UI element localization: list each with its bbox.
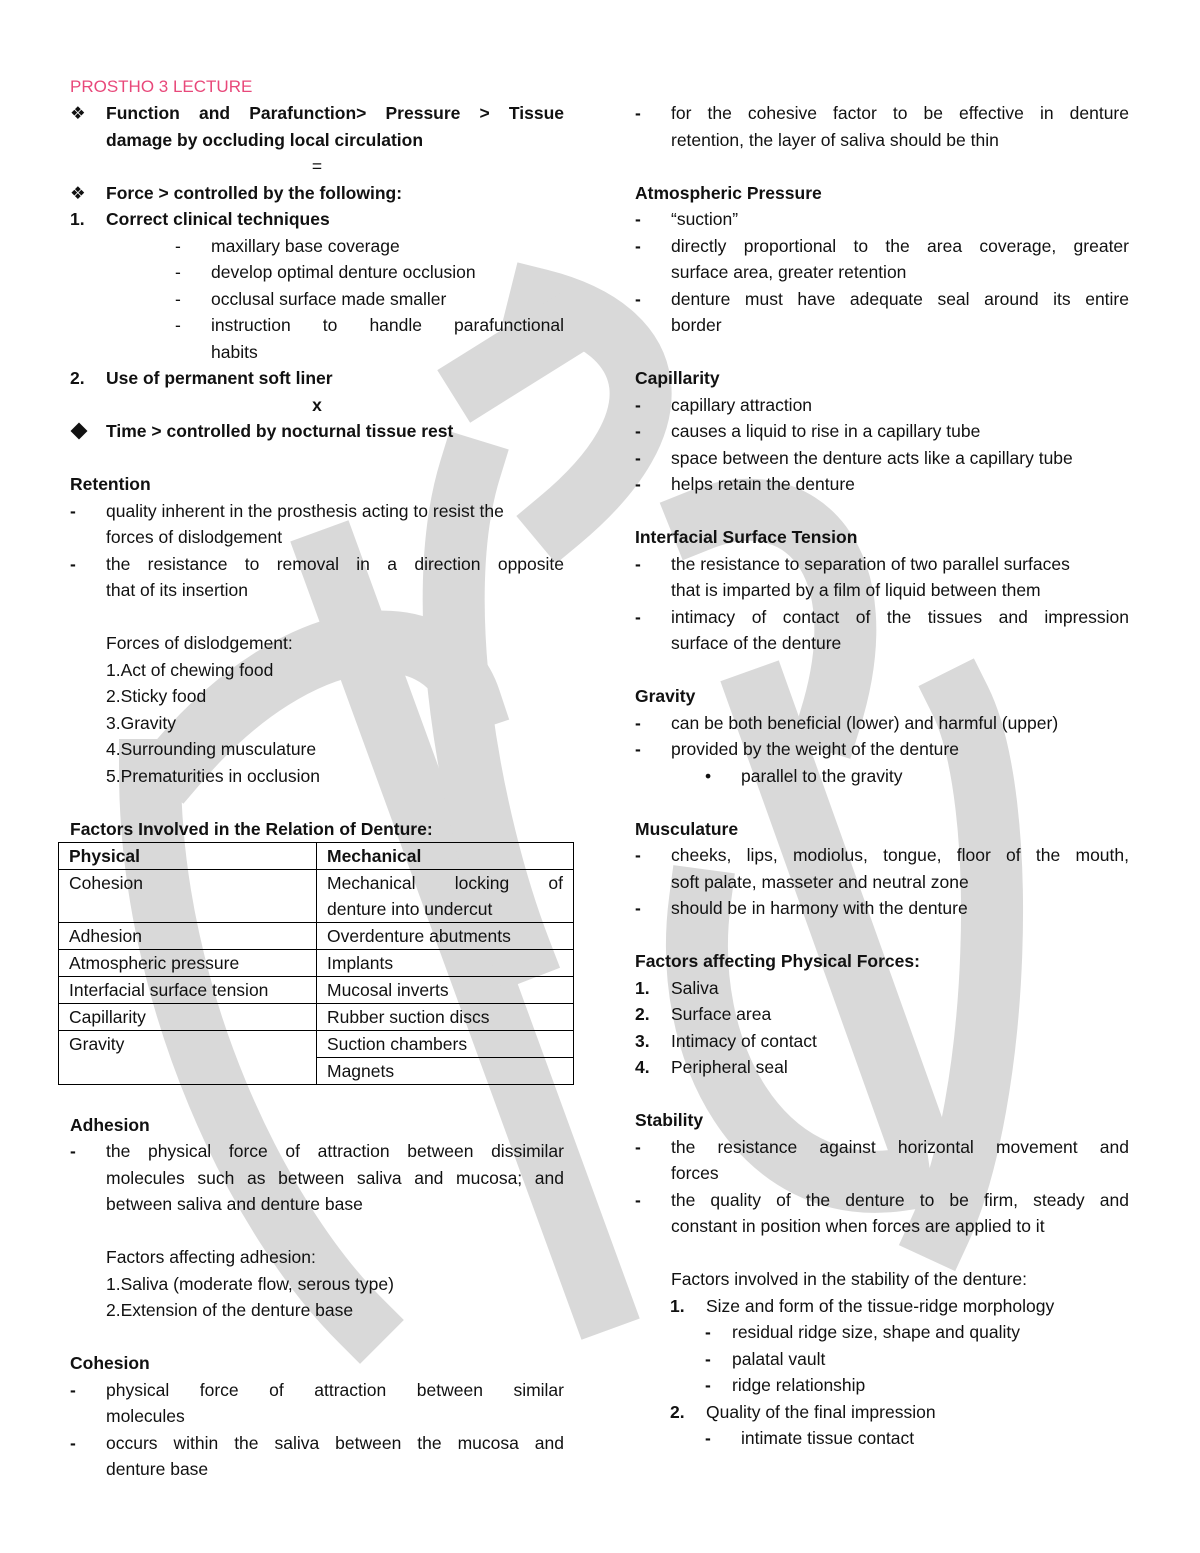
list-item: - maxillary base coverage xyxy=(175,235,400,256)
table-header-row: Physical Mechanical xyxy=(59,843,574,870)
list-item: 3. Intimacy of contact xyxy=(635,1030,817,1051)
surface-tension-heading: Interfacial Surface Tension xyxy=(635,527,858,547)
table-row: Atmospheric pressure Implants xyxy=(59,950,574,977)
table-row: Cohesion Mechanical locking of denture into undercut xyxy=(59,870,574,923)
table-row: Capillarity Rubber suction discs xyxy=(59,1004,574,1031)
list-item: - intimacy of contact of the tissues and impression surface of the denture xyxy=(635,606,1129,653)
list-item: - occlusal surface made smaller xyxy=(175,288,447,309)
intro-item-force: ❖ Force > controlled by the following: xyxy=(70,180,564,207)
diamond-bullet-icon: ❖ xyxy=(70,103,86,123)
list-item: - develop optimal denture occlusion xyxy=(175,262,476,282)
table-heading: Factors Involved in the Relation of Denture: xyxy=(70,818,433,839)
retention-heading: Retention xyxy=(70,474,151,494)
list-item: • parallel to the gravity xyxy=(705,765,903,786)
adhesion-heading: Adhesion xyxy=(70,1114,150,1135)
page-title: PROSTHO 3 LECTURE xyxy=(70,77,253,96)
list-item: - provided by the weight of the denture xyxy=(635,739,959,759)
list-item: 1.Act of chewing food xyxy=(106,659,274,680)
intro-item-function: ❖ Function and Parafunction> Pressure > Tissue damage by occluding local circulation xyxy=(70,100,564,153)
list-item: 2.Sticky food xyxy=(106,686,207,706)
list-item: - space between the denture acts like a capillary tube xyxy=(635,447,1073,468)
table-row: Magnets xyxy=(59,1058,574,1085)
list-item: 2. Surface area xyxy=(635,1004,772,1024)
list-item: - intimate tissue contact xyxy=(705,1428,915,1448)
table-row: Adhesion Overdenture abutments xyxy=(59,923,574,950)
list-item: 1. Size and form of the tissue-ridge morphology xyxy=(670,1295,1055,1316)
intro-item-time: Time > controlled by nocturnal tissue rest xyxy=(70,418,564,445)
list-item: - occurs within the saliva between the mucosa and denture base xyxy=(70,1432,564,1479)
factors-table xyxy=(58,842,574,1085)
list-item: - the physical force of attraction between dissimilar molecules such as between saliva and mucosa; and between saliva and denture base xyxy=(70,1141,564,1214)
list-item: 2. Quality of the final impression xyxy=(670,1401,936,1422)
list-item: 5.Prematurities in occlusion xyxy=(106,765,320,786)
list-item: - palatal vault xyxy=(705,1348,826,1369)
diamond-bullet-icon: ❖ xyxy=(70,182,86,203)
list-item: - the resistance to removal in a direction opposite that of its insertion xyxy=(70,553,564,600)
physical-forces-heading: Factors affecting Physical Forces: xyxy=(635,951,920,971)
list-item: - instruction to handle parafunctional habits xyxy=(175,315,564,362)
list-item: 3.Gravity xyxy=(106,712,177,733)
list-item: - “suction” xyxy=(635,209,739,229)
list-item: - the quality of the denture to be firm, steady and constant in position when forces are applied to it xyxy=(635,1189,1129,1236)
left-column xyxy=(70,74,564,1483)
forces-heading: Forces of dislodgement: xyxy=(106,633,293,653)
list-item: - residual ridge size, shape and quality xyxy=(705,1322,1020,1342)
list-item: 1. Saliva xyxy=(635,977,719,998)
list-item: - causes a liquid to rise in a capillary tube xyxy=(635,421,981,441)
list-item: - the resistance to separation of two parallel surfaces that is imparted by a film of liquid between them xyxy=(635,553,1070,600)
right-column xyxy=(635,100,1129,1452)
adhesion-factors-heading: Factors affecting adhesion: xyxy=(106,1247,316,1267)
list-item: - quality inherent in the prosthesis acting to resist the forces of dislodgement xyxy=(70,500,504,547)
stability-heading: Stability xyxy=(635,1110,704,1130)
list-item: - denture must have adequate seal around its entire border xyxy=(635,288,1129,335)
times-sign: x xyxy=(312,394,322,415)
list-item: - the resistance against horizontal movement and forces xyxy=(635,1136,1129,1183)
diamond-bullet-icon xyxy=(70,418,85,445)
list-item: - cheeks, lips, modiolus, tongue, floor of the mouth, soft palate, masseter and neutral zone xyxy=(635,845,1129,892)
list-item: - can be both beneficial (lower) and harmful (upper) xyxy=(635,712,1059,733)
gravity-heading: Gravity xyxy=(635,686,696,706)
equals-sign: = xyxy=(311,156,323,176)
list-item: - capillary attraction xyxy=(635,394,813,415)
list-item: 4.Surrounding musculature xyxy=(106,739,317,759)
force-subitem-1: 1. Correct clinical techniques xyxy=(70,209,330,229)
list-item: - for the cohesive factor to be effective in denture retention, the layer of saliva should be thin xyxy=(635,103,1129,150)
list-item: - helps retain the denture xyxy=(635,474,855,494)
cohesion-heading: Cohesion xyxy=(70,1353,150,1373)
list-item: 2.Extension of the denture base xyxy=(106,1300,354,1320)
atmospheric-heading: Atmospheric Pressure xyxy=(635,182,822,203)
capillarity-heading: Capillarity xyxy=(635,368,720,388)
force-subitem-2: 2. Use of permanent soft liner xyxy=(70,368,333,388)
stability-factors-heading: Factors involved in the stability of the denture: xyxy=(671,1269,1028,1289)
list-item: 4. Peripheral seal xyxy=(635,1057,788,1077)
table-row: Gravity Suction chambers xyxy=(59,1031,574,1058)
list-item: 1.Saliva (moderate flow, serous type) xyxy=(106,1273,394,1294)
list-item: - should be in harmony with the denture xyxy=(635,898,968,918)
musculature-heading: Musculature xyxy=(635,818,739,839)
list-item: - ridge relationship xyxy=(705,1375,866,1395)
list-item: - directly proportional to the area coverage, greater surface area, greater retention xyxy=(635,235,1129,282)
table-row: Interfacial surface tension Mucosal inverts xyxy=(59,977,574,1004)
list-item: - physical force of attraction between similar molecules xyxy=(70,1379,564,1426)
